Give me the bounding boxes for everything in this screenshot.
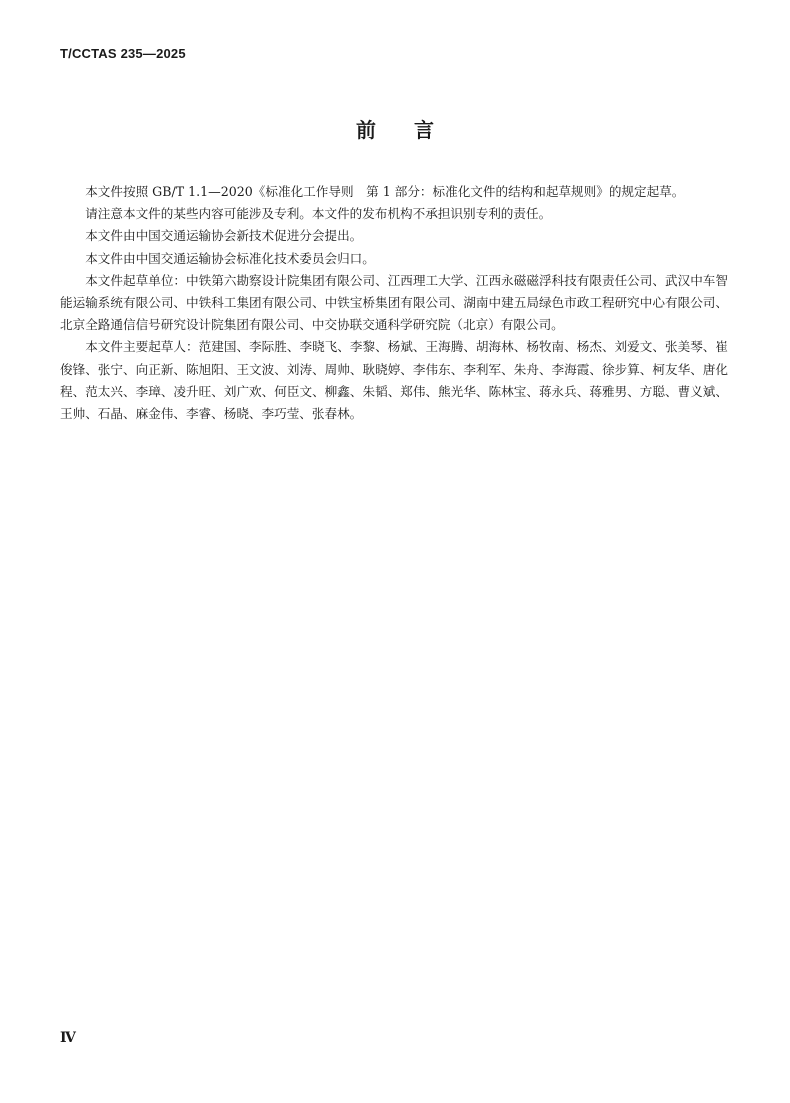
paragraph-patent-notice: 请注意本文件的某些内容可能涉及专利。本文件的发布机构不承担识别专利的责任。	[85, 206, 552, 222]
foreword-body	[60, 181, 728, 425]
page-title: 前言	[356, 118, 472, 142]
paragraph-proposed-by: 本文件由中国交通运输协会新技术促进分会提出。	[85, 228, 363, 244]
paragraph-drafting-units: 本文件起草单位：中铁第六勘察设计院集团有限公司、江西理工大学、江西永磁磁浮科技有限责任公司、武汉中车智能运输系统有限公司、中铁科工集团有限公司、中铁宝桥集团有限公司、湖南中建五局绿色市政工程研究中心有限公司、北京全路通信信号研究设计院集团有限公司、中交协联交通科学研究院（北京）有限公司。	[60, 272, 728, 333]
paragraph-centralized-by: 本文件由中国交通运输协会标准化技术委员会归口。	[85, 250, 375, 266]
document-code: T/CCTAS 235—2025	[60, 46, 186, 61]
page-number: Ⅳ	[60, 1030, 76, 1046]
paragraph-drafting-rules: 本文件按照 GB/T 1.1—2020《标准化工作导则 第 1 部分：标准化文件的结构和起草规则》的规定起草。	[85, 184, 685, 199]
paragraph-main-drafters: 本文件主要起草人：范建国、李际胜、李晓飞、李黎、杨斌、王海腾、胡海林、杨牧南、杨杰、刘爱文、张美琴、崔俊锋、张宁、向正新、陈旭阳、王文波、刘涛、周帅、耿晓婷、李伟东、李利军、朱舟、李海霞、徐步算、柯友华、唐化程、范太兴、李璋、凌升旺、刘广欢、何臣文、柳鑫、朱韬、郑伟、熊光华、陈林宝、蒋永兵、蒋雅男、方聪、曹义斌、王帅、石晶、麻金伟、李睿、杨晓、李巧莹、张春林。	[60, 339, 728, 422]
